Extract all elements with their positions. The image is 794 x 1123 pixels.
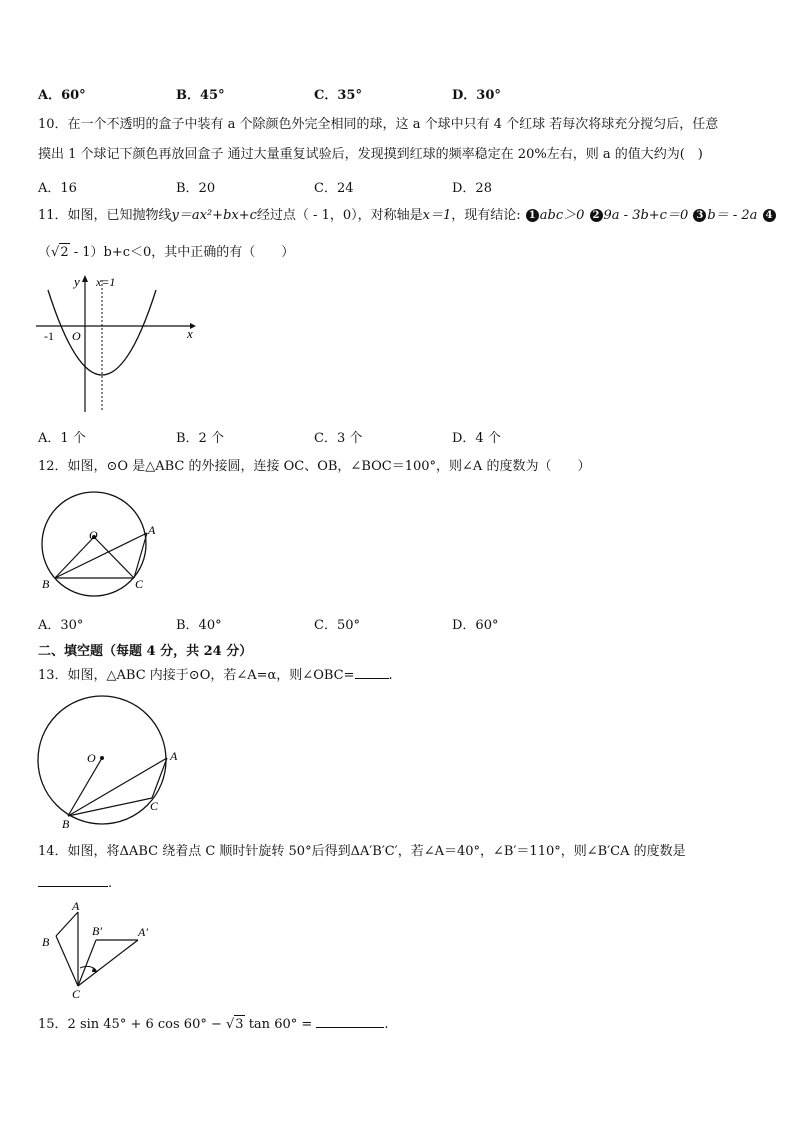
- q12-option-a: A．30°: [38, 618, 84, 633]
- q13-circle-figure: [30, 694, 190, 834]
- q11-option-a: A．1 个: [38, 431, 86, 446]
- x-axis-label: x: [187, 326, 193, 341]
- q13-period: .: [388, 668, 393, 683]
- label-o: O: [87, 751, 96, 765]
- y-axis-arrow: [82, 275, 88, 282]
- label-a: A: [72, 899, 80, 913]
- q12-text: 12．如图，⊙O 是△ABC 的外接圆，连接 OC、OB，∠BOC＝100°，则∠A 的度数为（ ）: [38, 459, 591, 474]
- conclusion-1: abc＞0: [539, 208, 585, 223]
- label-b: B: [62, 817, 70, 831]
- q15-number: 15．: [38, 1017, 68, 1032]
- q15-expr-part2: tan 60° =: [244, 1017, 317, 1032]
- label-o: O: [89, 528, 98, 542]
- q15-answer-blank[interactable]: [316, 1014, 384, 1028]
- label-a: A: [148, 523, 156, 537]
- q11-axis-expr: x＝1: [422, 208, 452, 223]
- q14-answer-blank[interactable]: [38, 873, 108, 887]
- q10-option-c: C．24: [314, 181, 354, 196]
- q11-line2-rest: - 1）b+c＜0，其中正确的有（ ）: [69, 245, 295, 260]
- sqrt-radicand: 3: [235, 1017, 244, 1032]
- q11-parabola-figure: [30, 270, 210, 420]
- segment-bc: [68, 798, 152, 816]
- q12-option-d: D．60°: [452, 618, 499, 633]
- segment-ob: [55, 537, 94, 578]
- q13-answer-blank[interactable]: [355, 665, 389, 679]
- q15-line: [38, 1014, 389, 1034]
- segment-ob: [68, 758, 102, 816]
- q15-expr-part1: 2 sin 45° + 6 cos 60° −: [67, 1017, 226, 1032]
- neg-one-label: -1: [44, 329, 54, 343]
- q15-period: .: [384, 1017, 389, 1032]
- q11-parabola-expr: y＝ax²+bx+c: [171, 208, 257, 223]
- origin-label: O: [72, 329, 81, 343]
- symmetry-label: x=1: [96, 275, 116, 289]
- q14-text: 14．如图，将ΔABC 绕着点 C 顺时针旋转 50°后得到ΔA′B′C′，若∠A＝40°，∠B′＝110°，则∠B′CA 的度数是: [38, 844, 686, 859]
- q10-option-b: B．20: [176, 181, 216, 196]
- section-heading-fill-in: 二、填空题（每题 4 分，共 24 分）: [38, 644, 253, 659]
- sqrt-radicand: 2: [60, 245, 69, 260]
- label-b: B: [42, 577, 50, 591]
- q11-option-b: B．2 个: [176, 431, 224, 446]
- segment-ab: [55, 533, 147, 578]
- q13-text: [38, 665, 393, 685]
- label-c: C: [135, 577, 144, 591]
- q11-text-3: ，现有结论:: [451, 208, 521, 223]
- label-b: B: [42, 935, 50, 949]
- q9-option-c: C．35°: [314, 88, 362, 103]
- label-c: C: [150, 799, 159, 813]
- q14-period: .: [108, 876, 113, 891]
- segment-ab: [56, 912, 78, 936]
- segment-ac: [152, 758, 167, 798]
- label-a-prime: A′: [138, 925, 148, 939]
- sqrt-symbol: √: [226, 1017, 235, 1032]
- q12-option-c: C．50°: [314, 618, 360, 633]
- conclusion-3: b＝ - 2a: [707, 208, 758, 223]
- q11-line2: [38, 243, 294, 262]
- q11-line1: [38, 207, 777, 225]
- q9-option-b: B．45°: [176, 88, 225, 103]
- label-c: C: [72, 987, 81, 1001]
- q9-option-d: D．30°: [452, 88, 501, 103]
- y-axis-label: y: [74, 274, 80, 289]
- q12-circle-figure: [30, 490, 170, 610]
- q11-text-1: 11．如图，已知抛物线: [38, 208, 172, 223]
- q10-option-a: A．16: [38, 181, 77, 196]
- sqrt-symbol: √: [51, 245, 60, 260]
- conclusion-4-marker: 4: [763, 209, 776, 222]
- q10-line1: 10．在一个不透明的盒子中装有 a 个除颜色外完全相同的球，这 a 个球中只有 4 个红球 若每次将球充分搅匀后，任意: [38, 117, 719, 132]
- q12-option-b: B．40°: [176, 618, 222, 633]
- rotation-arrowhead: [92, 967, 98, 972]
- conclusion-2: 9a - 3b+c＝0: [603, 208, 689, 223]
- q14-answer-line: [38, 873, 112, 893]
- circumcircle: [42, 492, 146, 596]
- conclusion-1-marker: 1: [526, 209, 539, 222]
- q11-line2-open: （: [38, 245, 52, 260]
- center-point: [100, 756, 104, 760]
- q10-line2: 摸出 1 个球记下颜色再放回盒子 通过大量重复试验后，发现摸到红球的频率稳定在 20%左右，则 a 的值大约为( ): [38, 147, 703, 162]
- segment-bc: [56, 936, 78, 986]
- q11-text-2: 经过点（ - 1，0），对称轴是: [256, 208, 423, 223]
- q11-option-c: C．3 个: [314, 431, 363, 446]
- q11-option-d: D．4 个: [452, 431, 501, 446]
- conclusion-2-marker: 2: [590, 209, 603, 222]
- label-a: A: [170, 749, 178, 763]
- q10-option-d: D．28: [452, 181, 492, 196]
- q13-question: 13．如图，△ABC 内接于⊙O，若∠A=α，则∠OBC=: [38, 668, 355, 683]
- q9-option-a: A．60°: [38, 88, 86, 103]
- q14-rotation-figure: [36, 898, 166, 1003]
- segment-oc: [94, 537, 134, 578]
- label-b-prime: B′: [92, 924, 102, 938]
- conclusion-3-marker: 3: [693, 209, 706, 222]
